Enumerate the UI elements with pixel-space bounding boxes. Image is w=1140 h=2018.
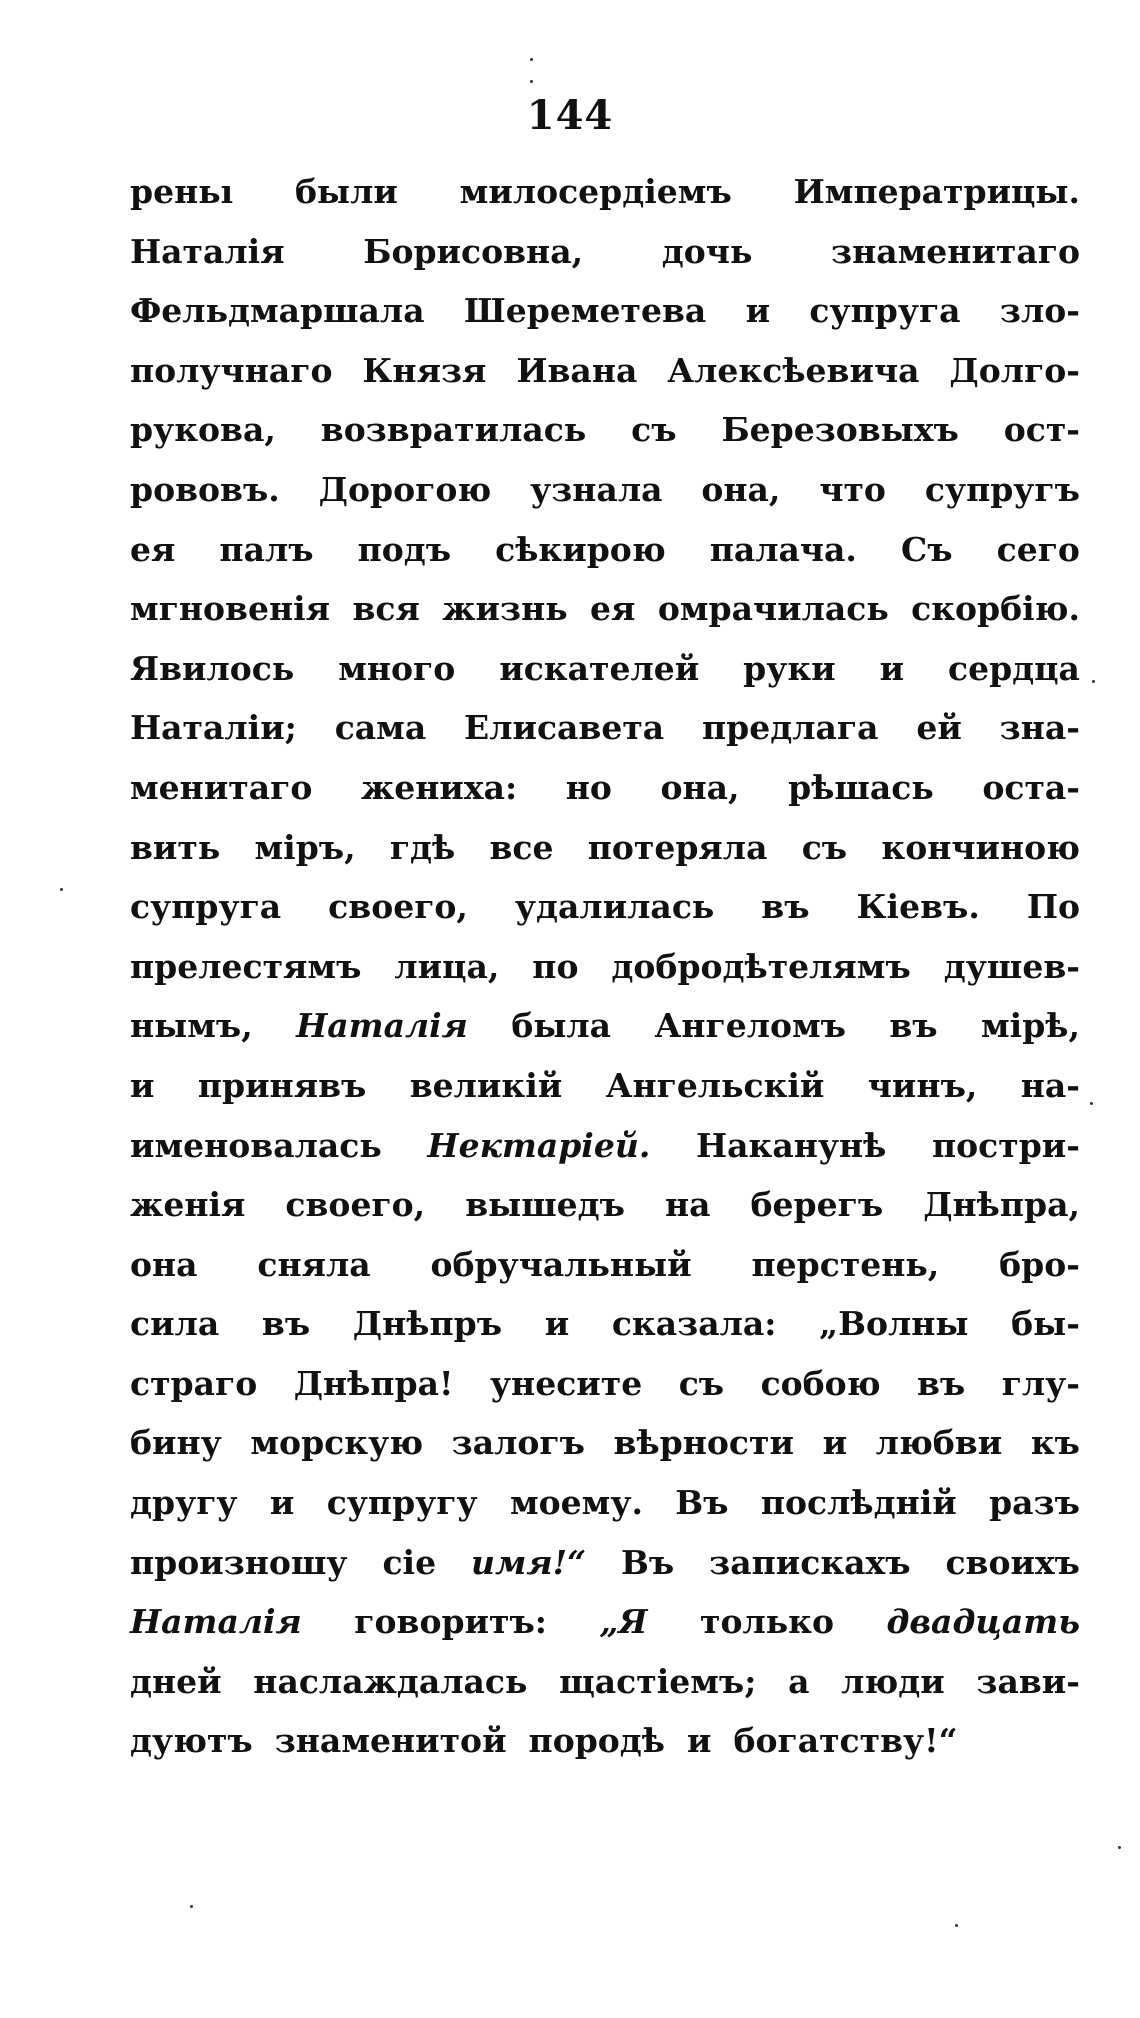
word: чинъ, (867, 1065, 978, 1105)
word: въ (261, 1304, 311, 1344)
word: собою (760, 1363, 881, 1403)
word: любви (875, 1423, 1003, 1463)
italic-word: Нектаріей. (427, 1125, 651, 1165)
word: она, (660, 767, 740, 807)
word: своего, (328, 887, 468, 927)
word: все (489, 827, 554, 867)
word: Березовыхъ (721, 410, 959, 450)
word: Ивана (516, 350, 638, 390)
text-line (130, 460, 1080, 520)
word: великій (409, 1065, 563, 1105)
word: и (879, 648, 905, 688)
word: что (819, 469, 886, 509)
word: потеряла (587, 827, 768, 867)
word: супругъ (924, 469, 1080, 509)
word: Шереметева (463, 291, 707, 331)
word: Дорогою (318, 469, 492, 509)
text-line (130, 1533, 1080, 1593)
word: но (565, 767, 612, 807)
italic-word: имя!“ (471, 1542, 587, 1582)
word: породѣ (528, 1721, 665, 1761)
word: Днѣпръ (352, 1304, 503, 1344)
word: бину (130, 1423, 222, 1463)
word: произношу (130, 1542, 348, 1582)
word: милосердіемъ (459, 172, 732, 211)
word: сама (334, 708, 427, 748)
word: щастіемъ; (559, 1661, 757, 1701)
text-line (130, 937, 1080, 997)
word: и (822, 1423, 848, 1463)
text-line (130, 222, 1080, 282)
word: искателей (499, 648, 700, 688)
word: оста- (982, 767, 1080, 807)
word: и (269, 1483, 295, 1523)
page-number: 144 (526, 92, 614, 139)
word: ея (590, 589, 636, 629)
text-line (130, 281, 1080, 341)
word: она (130, 1244, 198, 1284)
word: „Волны (819, 1304, 969, 1344)
italic-word: двадцать (886, 1602, 1080, 1642)
word: съ (801, 827, 848, 867)
word: дочь (661, 231, 753, 271)
word: Кіевъ. (856, 887, 980, 927)
word: бро- (999, 1244, 1080, 1284)
word: своихъ (945, 1542, 1080, 1582)
word: Алексѣевича (667, 350, 920, 390)
word: сѣкирою (495, 529, 666, 569)
word: своего, (285, 1185, 426, 1225)
word: сказала: (611, 1304, 777, 1344)
word: Въ (675, 1483, 729, 1523)
word: на (664, 1185, 711, 1225)
word: знаменитаго (831, 231, 1080, 271)
text-line (130, 1711, 1080, 1771)
word: Наканунѣ (695, 1125, 887, 1165)
text-line (130, 1592, 1080, 1652)
word: Явилось (130, 648, 295, 688)
word: были (295, 172, 398, 211)
word: прелестямъ (130, 946, 362, 986)
word: сила (130, 1304, 220, 1344)
word: а (788, 1661, 810, 1701)
text-line (130, 1175, 1080, 1235)
word: и (687, 1721, 712, 1761)
word: Борисовна, (363, 231, 584, 271)
word: палъ (219, 529, 314, 569)
text-line (130, 639, 1080, 699)
text-line (130, 698, 1080, 758)
word: скорбію. (911, 589, 1080, 629)
word: дуютъ (130, 1721, 253, 1761)
word: въ (916, 1363, 966, 1403)
word: душев- (943, 946, 1080, 986)
scan-speck (1090, 1102, 1093, 1105)
text-line (130, 1354, 1080, 1414)
word: возвратилась (320, 410, 587, 450)
word: залогъ (451, 1423, 585, 1463)
word: женія (130, 1185, 246, 1225)
word: и (745, 291, 771, 331)
word: запискахъ (709, 1542, 911, 1582)
word: менитаго (130, 767, 313, 807)
word: зло- (999, 291, 1080, 331)
word: подъ (357, 529, 452, 569)
text-line (130, 1294, 1080, 1354)
text-line (130, 1056, 1080, 1116)
italic-word: „Я (599, 1602, 648, 1642)
word: Ангельскій (605, 1065, 825, 1105)
word: омрачилась (657, 589, 889, 629)
word: зави- (976, 1661, 1080, 1701)
word: кончиною (881, 827, 1080, 867)
word: унесите (489, 1363, 643, 1403)
word: Елисавета (464, 708, 665, 748)
word: добродѣтелямъ (611, 946, 911, 986)
word: другу (130, 1483, 238, 1523)
word: глу- (1001, 1363, 1080, 1403)
word: обручальный (430, 1244, 692, 1284)
text-line (130, 877, 1080, 937)
scan-speck (1092, 680, 1095, 683)
word: бы- (1011, 1304, 1080, 1344)
word: она, (701, 469, 781, 509)
word: вить (130, 827, 221, 867)
word: ея (130, 529, 176, 569)
word: моему. (509, 1483, 643, 1523)
word: послѣдній (760, 1483, 957, 1523)
word: жениха: (360, 767, 518, 807)
scan-speck (1118, 1846, 1121, 1849)
word: сего (996, 529, 1080, 569)
word: на- (1020, 1065, 1080, 1105)
word: Днѣпра! (293, 1363, 454, 1403)
word: Князя (362, 350, 487, 390)
text-line (130, 996, 1080, 1056)
word: предлага (702, 708, 879, 748)
word: супруга (130, 887, 282, 927)
word: постри- (932, 1125, 1080, 1165)
word: въ (761, 887, 810, 927)
word: узнала (530, 469, 663, 509)
scan-speck (190, 1905, 193, 1908)
text-line (130, 818, 1080, 878)
word: Въ (621, 1542, 675, 1582)
text-line (130, 1413, 1080, 1473)
word: мірѣ, (981, 1006, 1080, 1046)
word: люди (841, 1661, 945, 1701)
word: принявъ (197, 1065, 367, 1105)
word: богатству!“ (733, 1721, 958, 1761)
word: Днѣпра, (923, 1185, 1080, 1225)
word: съ (678, 1363, 725, 1403)
word: разъ (989, 1483, 1080, 1523)
word: супругу (326, 1483, 478, 1523)
word: наслаждалась (253, 1661, 528, 1701)
word: и (130, 1065, 155, 1105)
word: зна- (999, 708, 1080, 748)
word: дней (130, 1661, 222, 1701)
word: удалилась (514, 887, 715, 927)
word: сняла (257, 1244, 371, 1284)
word: именовалась (130, 1125, 382, 1165)
italic-word: Наталія (296, 1006, 468, 1046)
word: ей (916, 708, 962, 748)
word: страго (130, 1363, 258, 1403)
word: Долго- (949, 350, 1080, 390)
word: рововъ. (130, 469, 280, 509)
word: мгновенія (130, 589, 331, 629)
italic-word: Наталія (130, 1602, 302, 1642)
text-line (130, 758, 1080, 818)
scan-speck (530, 58, 533, 61)
word: сіе (382, 1542, 437, 1582)
text-line (130, 341, 1080, 401)
word: перстень, (751, 1244, 940, 1284)
scan-speck (530, 80, 533, 83)
text-line (130, 400, 1080, 460)
text-line (130, 162, 1080, 222)
text-line (130, 520, 1080, 580)
word: жизнь (442, 589, 568, 629)
word: Съ (900, 529, 953, 569)
word: по (532, 946, 579, 986)
word: Фельдмаршала (130, 291, 425, 331)
word: Наталіи; (130, 708, 297, 748)
text-line (130, 579, 1080, 639)
word: только (700, 1602, 834, 1642)
word: вся (352, 589, 420, 629)
word: супруга (809, 291, 961, 331)
word: ост- (1003, 410, 1080, 450)
word: рукова, (130, 410, 276, 450)
body-text (130, 162, 1080, 1771)
text-line (130, 1235, 1080, 1295)
word: въ (889, 1006, 938, 1046)
word: говоритъ: (354, 1602, 547, 1642)
word: морскую (250, 1423, 424, 1463)
word: реньı (130, 172, 234, 211)
word: Наталія (130, 231, 285, 271)
word: была (511, 1006, 612, 1046)
word: лица, (394, 946, 500, 986)
word: вышедъ (465, 1185, 625, 1225)
word: руки (743, 648, 836, 688)
word: Императрицы. (793, 172, 1080, 211)
word: къ (1030, 1423, 1080, 1463)
scan-speck (955, 1924, 958, 1927)
word: съ (631, 410, 677, 450)
word: сердца (948, 648, 1080, 688)
word: знаменитой (274, 1721, 507, 1761)
word: много (338, 648, 456, 688)
word: рѣшась (788, 767, 934, 807)
word: получнаго (130, 350, 333, 390)
word: гдѣ (389, 827, 456, 867)
word: нымъ, (130, 1006, 253, 1046)
word: и (544, 1304, 570, 1344)
scan-speck (60, 888, 63, 891)
text-line (130, 1652, 1080, 1712)
word: Ангеломъ (654, 1006, 846, 1046)
text-line (130, 1473, 1080, 1533)
word: вѣрности (613, 1423, 794, 1463)
word: палача. (709, 529, 857, 569)
text-line (130, 1116, 1080, 1176)
word: міръ, (254, 827, 356, 867)
word: берегъ (750, 1185, 884, 1225)
word: По (1026, 887, 1080, 927)
